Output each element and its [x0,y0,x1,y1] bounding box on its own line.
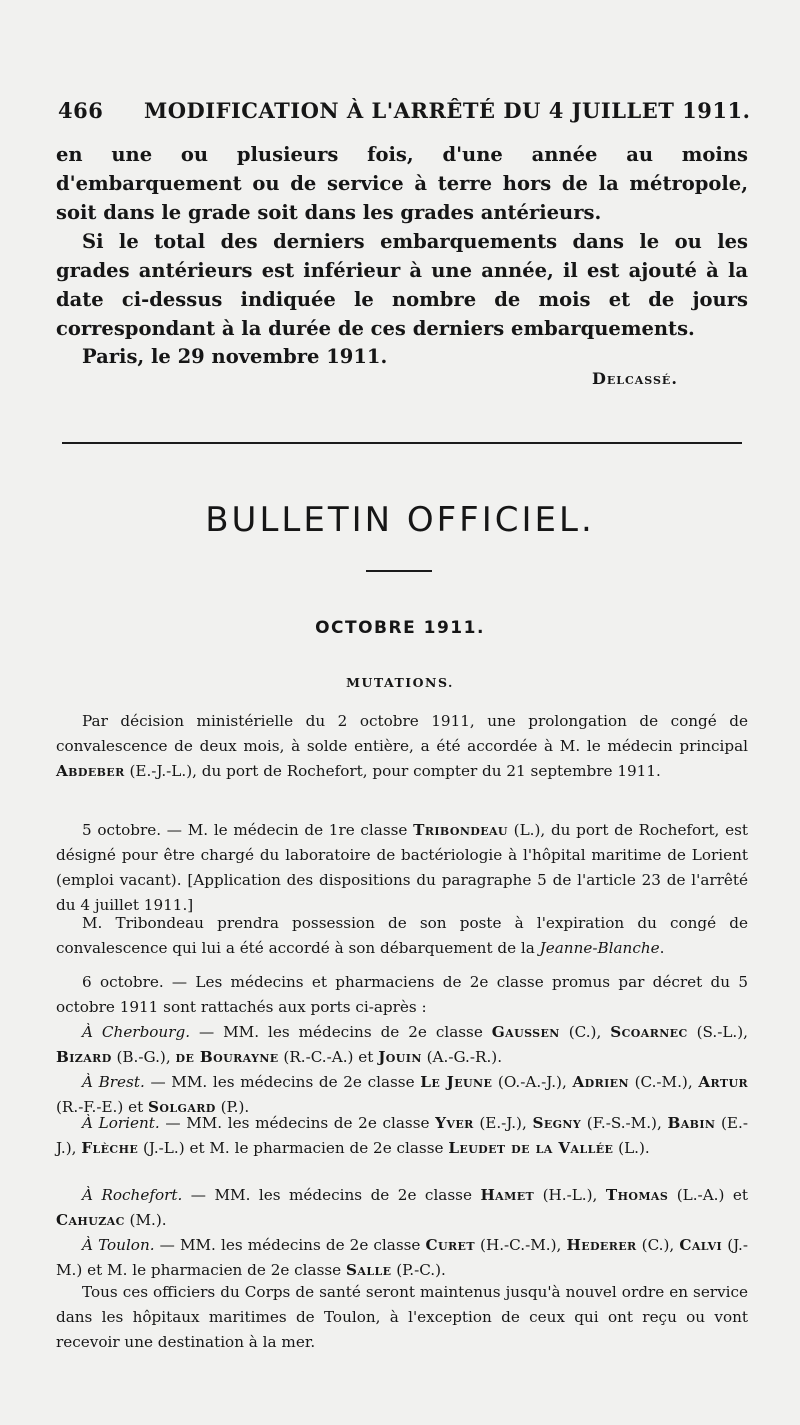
port-name: À Lorient. [82,1114,160,1132]
port-toulon: À Toulon. — MM. les médecins de 2e classe Curet (H.-C.-M.), Hederer (C.), Calvi (J.-M.) et M. le pharmacien de 2e classe Salle (P.-C.). [56,1236,749,1279]
port-name: À Brest. [82,1073,145,1091]
port-cherbourg: À Cherbourg. — MM. les médecins de 2e classe Gaussen (C.), Scoarnec (S.-L.), Bizard (B.-G.), de Bourayne (R.-C.-A.) et Jouin (A.-G.-R.). [56,1023,748,1066]
port-name: À Toulon. [82,1236,155,1254]
title-underline [366,570,432,572]
port-name: À Cherbourg. [82,1023,191,1041]
officer-name: Tribondeau [413,821,508,839]
port-rochefort: À Rochefort. — MM. les médecins de 2e classe Hamet (H.-L.), Thomas (L.-A.) et Cahuzac (M.). [56,1186,748,1229]
closing-paragraph: Tous ces officiers du Corps de santé seront maintenus jusqu'à nouvel ordre en service dans les hôpitaux maritimes de Toulon, à l'exception de ceux qui ont reçu ou vont recevoir une destination à la mer. [56,1283,748,1351]
decision-paragraph: Par décision ministérielle du 2 octobre 1911, une prolongation de congé de convalescence de deux mois, à solde entière, a été accordée à M. le médecin principal Abdeber (E.-J.-L.), du port de Rochefort, pour compter du 21 septembre 1911. [56,712,748,780]
section-divider [62,442,742,444]
section-heading: MUTATIONS. [346,675,454,690]
bulletin-title: BULLETIN OFFICIEL. [205,500,595,540]
continuation-paragraph-1: en une ou plusieurs fois, d'une année au moins d'embarquement ou de service à terre hors de la métropole, soit dans le grade soit dans les grades antérieurs. [56,143,748,224]
possession-paragraph: M. Tribondeau prendra possession de son poste à l'expiration du congé de convalescence qui lui a été accordé à son débarquement de la Jeanne-Blanche. [56,914,748,957]
month-heading: OCTOBRE 1911. [315,618,485,638]
running-title: MODIFICATION À L'ARRÊTÉ DU 4 JUILLET 1911. [144,98,751,123]
continuation-paragraph-2: Si le total des derniers embarquements dans le ou les grades antérieurs est inférieur à une année, il est ajouté à la date ci-dessus indiquée le nombre de mois et de jours correspondant à la durée de ces derniers embarquements. [56,230,748,340]
promotion-paragraph: 6 octobre. — Les médecins et pharmaciens de 2e classe promus par décret du 5 octobre 1911 sont rattachés aux ports ci-après : [56,973,748,1016]
port-brest: À Brest. — MM. les médecins de 2e classe Le Jeune (O.-A.-J.), Adrien (C.-M.), Artur (R.-F.-E.) et Solgard (P.). [56,1073,748,1116]
page-header [58,98,751,128]
ship-name: Jeanne-Blanche [539,939,660,957]
tribondeau-paragraph: 5 octobre. — M. le médecin de 1re classe Tribondeau (L.), du port de Rochefort, est désigné pour être chargé du laboratoire de bactériologie à l'hôpital maritime de Lorient (emploi vacant). [Application des dispositions du paragraphe 5 de l'article 23 de l'arrêté du 4 juillet 1911.] [56,821,748,914]
port-lorient: À Lorient. — MM. les médecins de 2e classe Yver (E.-J.), Segny (F.-S.-M.), Babin (E.-J.), Flèche (J.-L.) et M. le pharmacien de 2e classe Leudet de la Vallée (L.). [56,1114,748,1157]
port-name: À Rochefort. [82,1186,183,1204]
page-number: 466 [58,98,104,123]
signature: Delcassé. [592,369,678,388]
dateline: Paris, le 29 novembre 1911. [82,345,388,368]
officer-name: Abdeber [56,762,125,780]
